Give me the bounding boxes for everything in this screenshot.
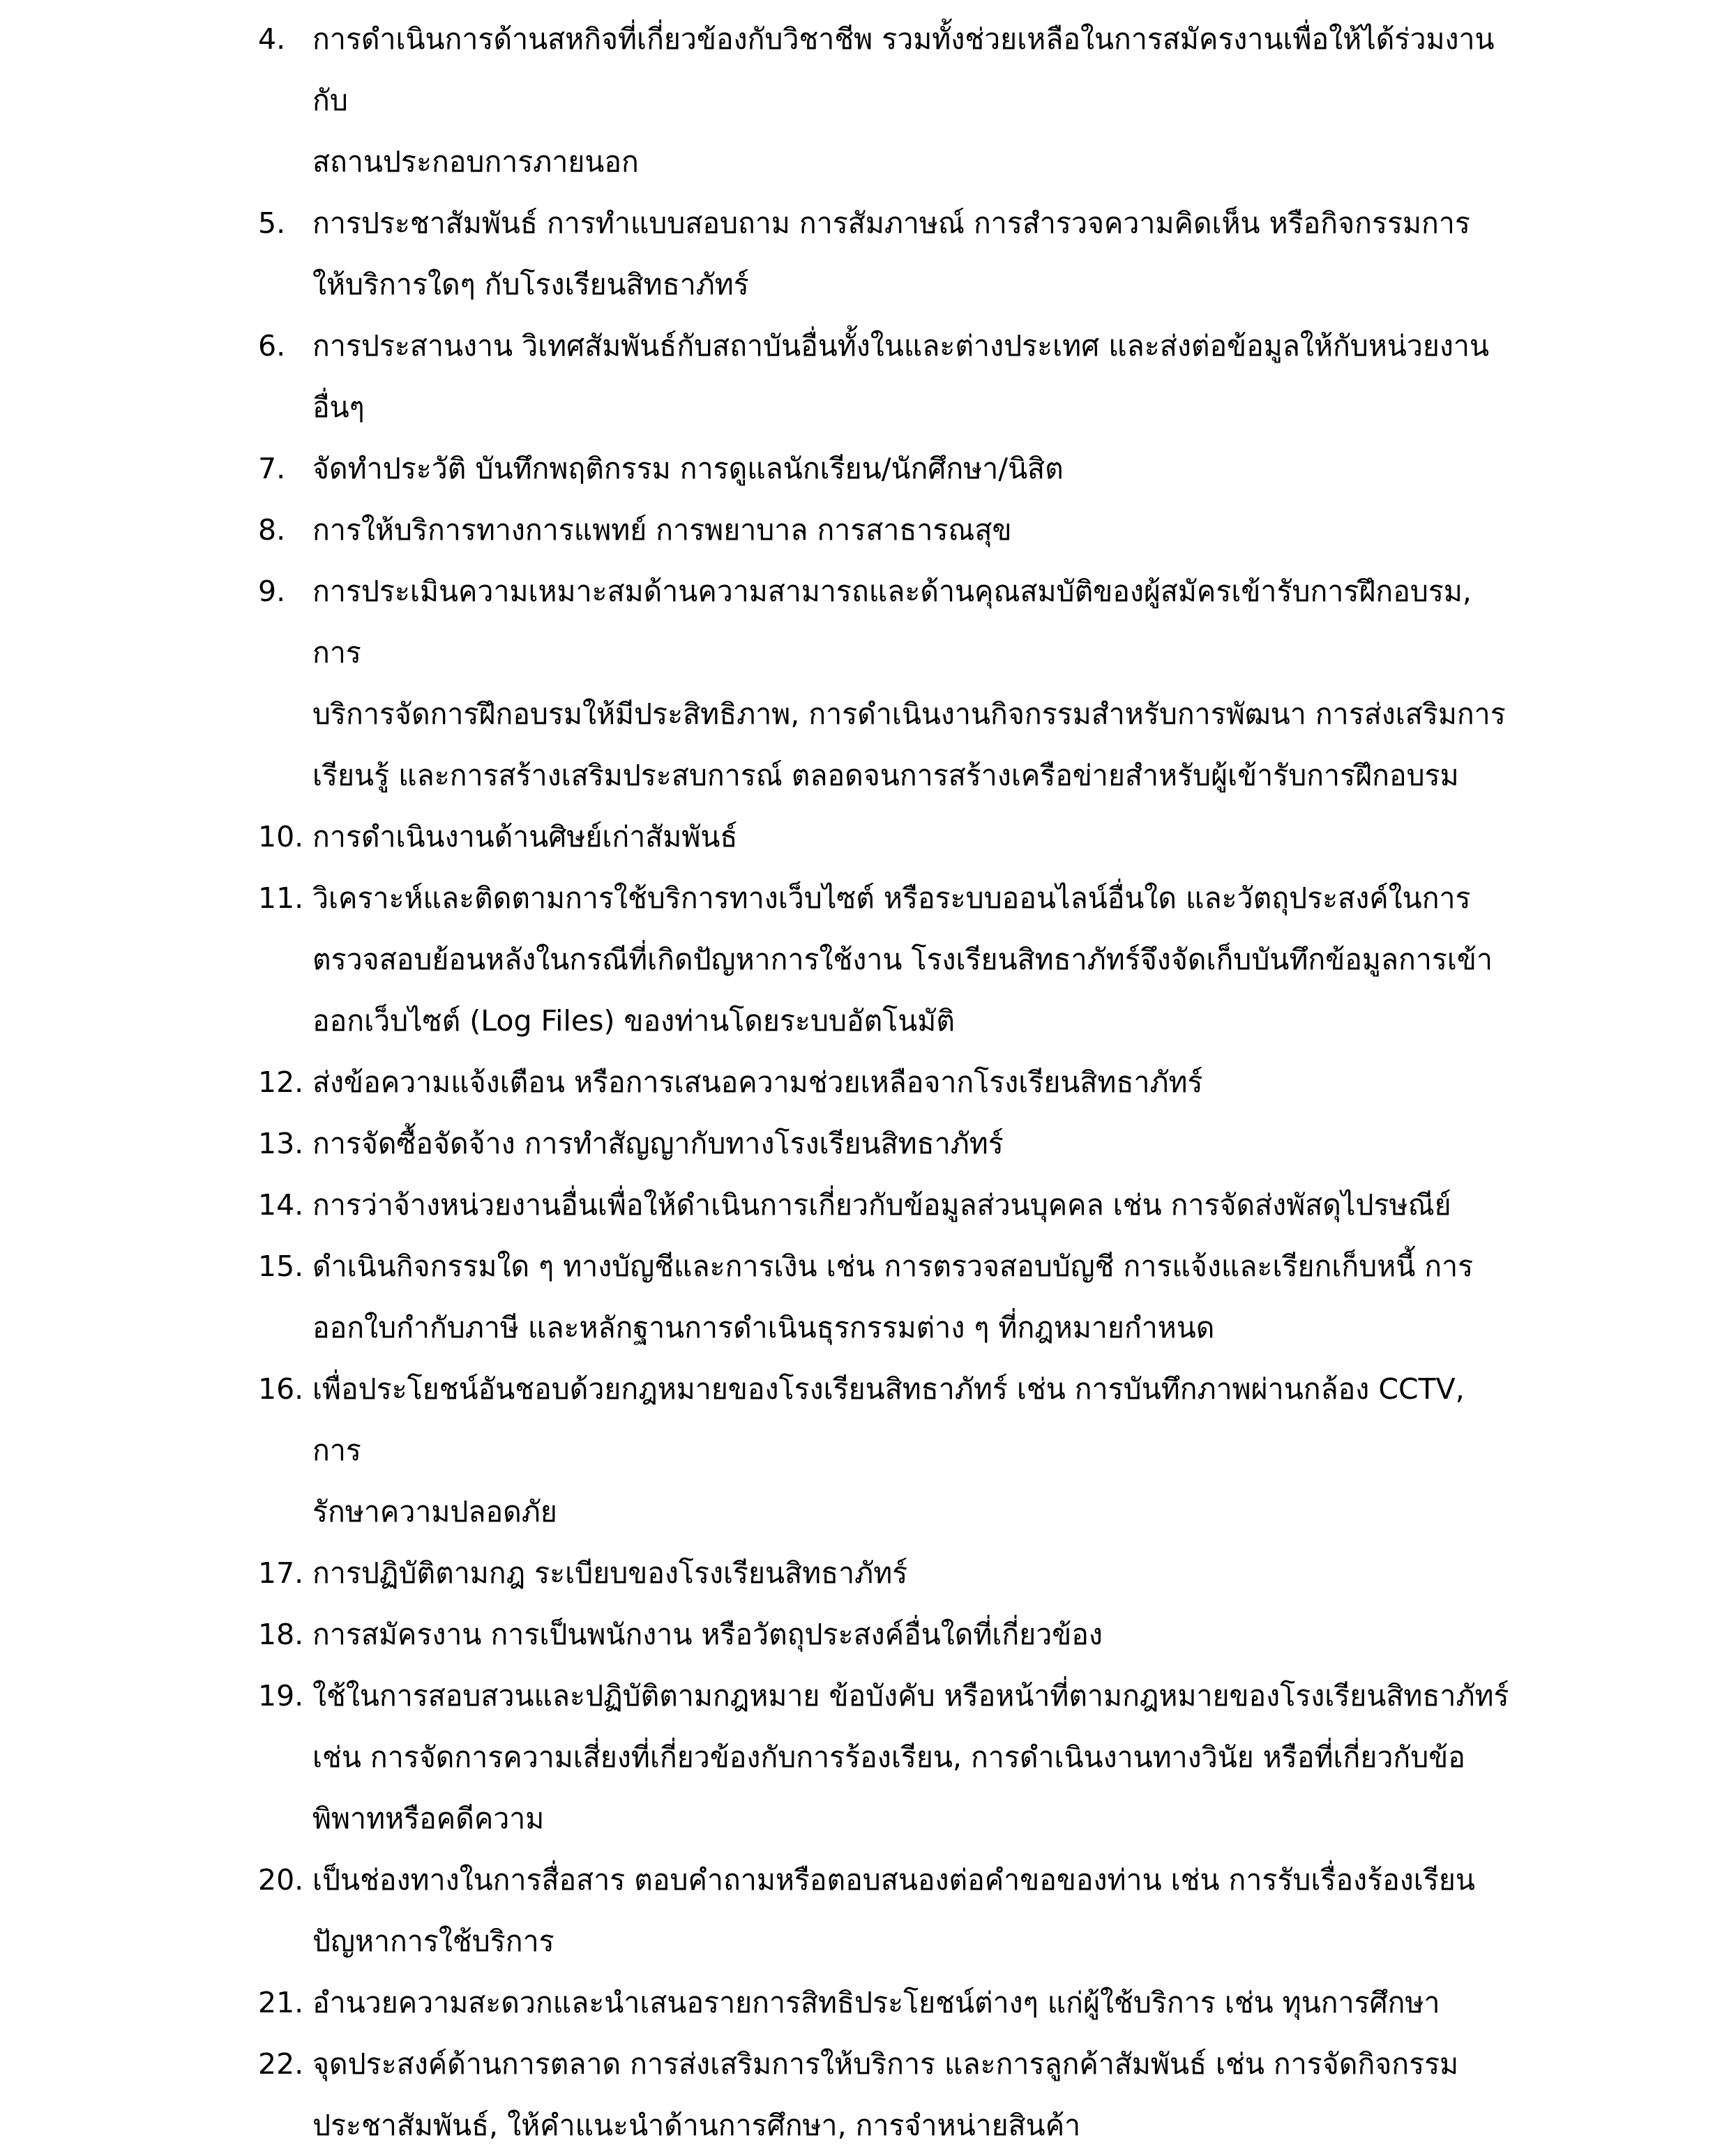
list-item (258, 1972, 1513, 2033)
list-item-text: การดำเนินงานด้านศิษย์เก่าสัมพันธ์ (312, 820, 738, 853)
list-item (258, 1113, 1513, 1174)
list-item-number: 21. (258, 1986, 304, 2019)
list-item (258, 1849, 1513, 1972)
list-item (258, 192, 1513, 315)
list-item (258, 438, 1513, 499)
list-item-number: 15. (258, 1250, 304, 1283)
list-item-text: ดำเนินกิจกรรมใด ๆ ทางบัญชีและการเงิน เช่น การตรวจสอบบัญชี การแจ้งและเรียกเก็บหนี้ การ ออกใบกำกับภาษี และหลักฐานการดำเนินธุรกรรมต่าง ๆ ที่กฎหมายกำหนด (312, 1250, 1474, 1344)
list-item-text: การดำเนินการด้านสหกิจที่เกี่ยวข้องกับวิชาชีพ รวมทั้งช่วยเหลือในการสมัครงานเพื่อให้ได้ร่วมงานกับ สถานประกอบการภายนอก (312, 22, 1495, 179)
list-item (258, 806, 1513, 867)
list-item-number: 19. (258, 1679, 304, 1713)
list-item-text: เป็นช่องทางในการสื่อสาร ตอบคำถามหรือตอบสนองต่อคำขอของท่าน เช่น การรับเรื่องร้องเรียน ปัญหาการใช้บริการ (312, 1863, 1475, 1958)
list-item-text: การว่าจ้างหน่วยงานอื่นเพื่อให้ดำเนินการเกี่ยวกับข้อมูลส่วนบุคคล เช่น การจัดส่งพัสดุไปรษณีย์ (312, 1188, 1451, 1222)
list-item-number: 4. (258, 22, 286, 56)
list-item-text: การประเมินความเหมาะสมด้านความสามารถและด้านคุณสมบัติของผู้สมัครเข้ารับการฝึกอบรม, การ บริการจัดการฝึกอบรมให้มีประสิทธิภาพ, การดำเนินงานกิจกรรมสำหรับการพัฒนา การส่งเสริมการ เรียนรู้ และการสร้างเสริมประสบการณ์ ตลอดจนการสร้างเครือข่ายสำหรับผู้เข้ารับการฝึกอบรม (312, 575, 1506, 792)
list-item-number: 11. (258, 881, 304, 915)
list-item-number: 13. (258, 1127, 304, 1160)
list-item-text: วิเคราะห์และติดตามการใช้บริการทางเว็บไซต์ หรือระบบออนไลน์อื่นใด และวัตถุประสงค์ในการ ตรวจสอบย้อนหลังในกรณีที่เกิดปัญหาการใช้งาน โรงเรียนสิทธาภัทร์จึงจัดเก็บบันทึกข้อมูลการเข้า ออกเว็บไซต์ (Log Files) ของท่านโดยระบบอัตโนมัติ (312, 881, 1493, 1038)
list-item-number: 17. (258, 1556, 304, 1590)
list-item (258, 1604, 1513, 1665)
list-item-text: จัดทำประวัติ บันทึกพฤติกรรม การดูแลนักเรียน/นักศึกษา/นิสิต (312, 452, 1064, 485)
list-item (258, 499, 1513, 561)
list-item-number: 8. (258, 513, 286, 547)
list-item-number: 5. (258, 206, 286, 240)
list-item (258, 315, 1513, 438)
list-item-text: การประชาสัมพันธ์ การทำแบบสอบถาม การสัมภาษณ์ การสำรวจความคิดเห็น หรือกิจกรรมการ ให้บริการใดๆ กับโรงเรียนสิทธาภัทร์ (312, 206, 1470, 301)
list-item-number: 16. (258, 1372, 304, 1406)
list-item-number: 7. (258, 452, 286, 485)
list-item-text: จุดประสงค์ด้านการตลาด การส่งเสริมการให้บริการ และการลูกค้าสัมพันธ์ เช่น การจัดกิจกรรม ประชาสัมพันธ์, ให้คำแนะนำด้านการศึกษา, การจำหน่ายสินค้า (312, 2047, 1459, 2142)
list-item-number: 9. (258, 575, 286, 608)
list-item-number: 6. (258, 329, 286, 363)
list-item-text: ส่งข้อความแจ้งเตือน หรือการเสนอความช่วยเหลือจากโรงเรียนสิทธาภัทร์ (312, 1065, 1203, 1099)
list-item-number: 10. (258, 820, 304, 853)
list-item-text: การสมัครงาน การเป็นพนักงาน หรือวัตถุประสงค์อื่นใดที่เกี่ยวข้อง (312, 1618, 1103, 1651)
list-item (258, 561, 1513, 806)
list-item-text: ใช้ในการสอบสวนและปฏิบัติตามกฎหมาย ข้อบังคับ หรือหน้าที่ตามกฎหมายของโรงเรียนสิทธาภัทร์ เช่น การจัดการความเสี่ยงที่เกี่ยวข้องกับการร้องเรียน, การดำเนินงานทางวินัย หรือที่เกี่ยวกับข้อ พิพาทหรือคดีความ (312, 1679, 1509, 1835)
list-item-text: การให้บริการทางการแพทย์ การพยาบาล การสาธารณสุข (312, 513, 1012, 547)
list-item (258, 1542, 1513, 1604)
list-item-number: 12. (258, 1065, 304, 1099)
list-item (258, 1052, 1513, 1113)
list-item-number: 18. (258, 1618, 304, 1651)
list-item-text: การประสานงาน วิเทศสัมพันธ์กับสถาบันอื่นทั้งในและต่างประเทศ และส่งต่อข้อมูลให้กับหน่วยงาน อื่นๆ (312, 329, 1489, 424)
list-item-text: การปฏิบัติตามกฎ ระเบียบของโรงเรียนสิทธาภัทร์ (312, 1556, 908, 1590)
list-item (258, 867, 1513, 1052)
list-item-number: 20. (258, 1863, 304, 1897)
list-item (258, 1236, 1513, 1358)
list-item (258, 1665, 1513, 1849)
list-item (258, 1358, 1513, 1542)
list-item (258, 8, 1513, 192)
purpose-list (258, 8, 1513, 2156)
list-item-number: 14. (258, 1188, 304, 1222)
list-item-text: เพื่อประโยชน์อันชอบด้วยกฎหมายของโรงเรียนสิทธาภัทร์ เช่น การบันทึกภาพผ่านกล้อง CCTV, การ รักษาความปลอดภัย (312, 1372, 1465, 1528)
list-item (258, 2033, 1513, 2156)
list-item-text: อำนวยความสะดวกและนำเสนอรายการสิทธิประโยชน์ต่างๆ แก่ผู้ใช้บริการ เช่น ทุนการศึกษา (312, 1986, 1440, 2019)
list-item-text: การจัดซื้อจัดจ้าง การทำสัญญากับทางโรงเรียนสิทธาภัทร์ (312, 1127, 1004, 1160)
list-item (258, 1174, 1513, 1236)
list-item-number: 22. (258, 2047, 304, 2081)
